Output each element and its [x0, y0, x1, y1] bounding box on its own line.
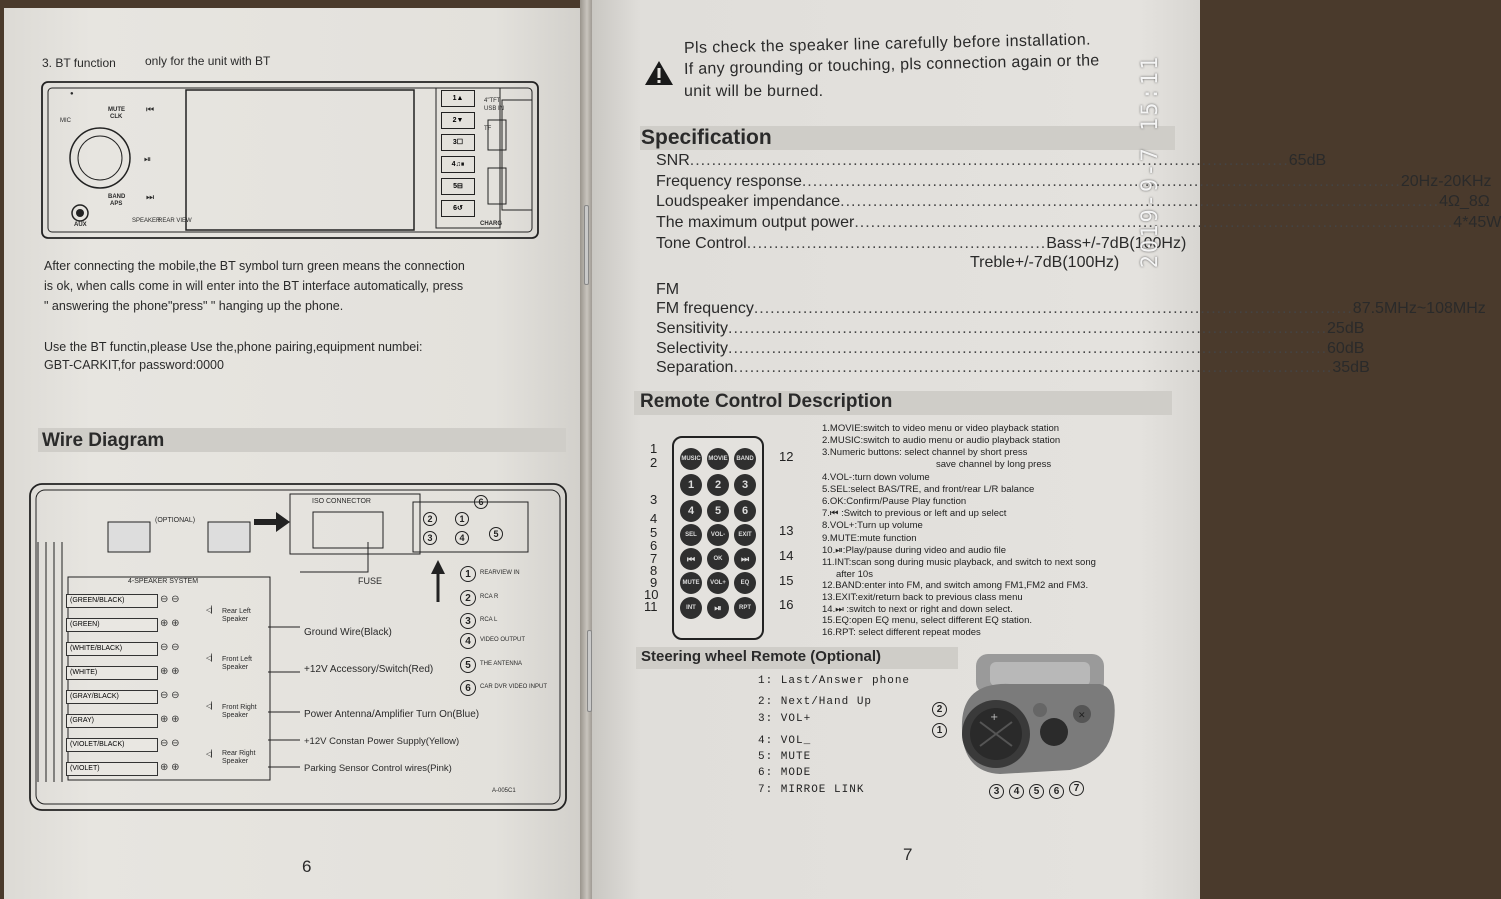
leader-dots: .......................................................: [746, 235, 1047, 252]
panel-button-3[interactable]: 3☐: [441, 134, 475, 151]
power-line-constant: +12V Constan Power Supply(Yellow): [304, 736, 460, 747]
steering-item-5: 5: MUTE: [758, 751, 812, 763]
panel-button-6[interactable]: 6↺: [441, 200, 475, 217]
remote-desc-2: 2.MUSIC:switch to audio menu or audio playback station: [822, 435, 1061, 446]
remote-num-5-button[interactable]: 5: [707, 500, 729, 522]
speaker-icon: ◁▏: [206, 751, 217, 758]
wire-row-white: (WHITE): [66, 666, 158, 680]
rca-legend-num-4: 4: [460, 633, 476, 649]
minus-sign: ⊖ ⊖: [160, 738, 180, 749]
panel-buttons: [441, 90, 475, 217]
rca-legend-num-5: 5: [460, 657, 476, 673]
steering-callout-6: 6: [1049, 784, 1064, 799]
wire-row-violet: (VIOLET): [66, 762, 158, 776]
bt-para-1-line-2: is ok, when calls come in will enter into the BT interface automatically, press: [44, 279, 464, 293]
staple: [584, 205, 589, 285]
rca-legend-label-1: REARVIEW IN: [480, 570, 520, 576]
leader-dots: ..............................................................................................................: [728, 340, 1328, 357]
fuse-label: FUSE: [358, 576, 383, 586]
panel-label-tft: 4"TFT: [484, 98, 501, 104]
fm-spec-row: [656, 340, 1365, 358]
steering-callout-7: 7: [1069, 781, 1084, 796]
remote-num-2-button[interactable]: 2: [707, 474, 729, 496]
spec-row: [656, 214, 1501, 232]
panel-button-4[interactable]: 4♫⏸: [441, 156, 475, 173]
remote-movie-button[interactable]: MOVIE: [707, 448, 729, 470]
wire-optional-label: (OPTIONAL): [155, 517, 196, 524]
fm-heading: FM: [656, 281, 680, 298]
panel-label-rear-view: REAR VIEW: [158, 218, 192, 224]
leader-dots: ..............................................................................................................: [753, 300, 1353, 317]
steering-callout-1: 1: [932, 723, 947, 738]
spec-label: Frequency response: [656, 173, 802, 190]
minus-sign: ⊖ ⊖: [160, 690, 180, 701]
remote-num-1-button[interactable]: 1: [680, 474, 702, 496]
bt-para-1-line-1: After connecting the mobile,the BT symbol turn green means the connection: [44, 259, 465, 273]
remote-music-button[interactable]: MUSIC: [680, 448, 702, 470]
panel-label-speaker: SPEAKER: [132, 218, 161, 224]
remote-num-6-button[interactable]: 6: [734, 500, 756, 522]
remote-mute-button[interactable]: MUTE: [680, 572, 702, 594]
remote-prev-button[interactable]: ⏮: [680, 548, 702, 570]
rca-panel-2: 2: [423, 512, 437, 526]
rca-panel-6: 6: [474, 495, 488, 509]
iso-connector-label: ISO CONNECTOR: [312, 498, 371, 505]
steering-remote-image: [950, 652, 1120, 784]
panel-label-aux: AUX: [74, 222, 87, 228]
spec-value: 60dB: [1327, 340, 1365, 357]
remote-num-3-button[interactable]: 3: [734, 474, 756, 496]
remote-desc-8: 8.VOL+:Turn up volume: [822, 520, 923, 531]
spec-value: 65dB: [1288, 152, 1327, 169]
power-line-ground: Ground Wire(Black): [304, 627, 392, 638]
svg-text:✕: ✕: [1078, 711, 1086, 721]
remote-callout-3: 3: [650, 492, 658, 507]
spec-label: The maximum output power: [656, 214, 855, 231]
spec-row: [656, 193, 1490, 211]
plus-sign: ⊕ ⊕: [160, 666, 180, 677]
rca-legend-label-2: RCA R: [480, 594, 499, 600]
wire-row-green-black: (GREEN/BLACK): [66, 594, 158, 608]
spec-label: Tone Control: [656, 235, 747, 252]
leader-dots: ..............................................................................................................: [840, 193, 1440, 210]
panel-label-charg: CHARG: [480, 221, 502, 227]
remote-callout-14: 14: [779, 548, 794, 563]
spec-value: 25dB: [1327, 320, 1365, 337]
remote-callout-15: 15: [779, 573, 794, 588]
warning-icon: [644, 60, 674, 91]
steering-heading: Steering wheel Remote (Optional): [641, 648, 882, 665]
remote-band-button[interactable]: BAND: [734, 448, 756, 470]
wire-row-violet-black: (VIOLET/BLACK): [66, 738, 158, 752]
spec-label: Separation: [656, 359, 734, 376]
steering-item-7: 7: MIRROE LINK: [758, 784, 865, 796]
panel-label-mic-dot: ●: [70, 91, 74, 97]
spec-heading: Specification: [641, 126, 772, 149]
right-page-number: 7: [903, 845, 913, 864]
remote-next-button[interactable]: ⏭: [734, 548, 756, 570]
wire-ref-code: A-005C1: [492, 788, 516, 794]
panel-next-icon: ⏭: [146, 192, 155, 202]
steering-item-1: 1: Last/Answer phone: [758, 675, 911, 687]
remote-rpt-button[interactable]: RPT: [734, 597, 756, 619]
leader-dots: ..............................................................................................................: [733, 359, 1333, 376]
rca-panel-1: 1: [455, 512, 469, 526]
remote-callout-11: 11: [644, 599, 658, 614]
remote-desc-7: 7.⏮ :Switch to previous or left and up select: [822, 508, 1007, 519]
spec-value: 20Hz-20KHz: [1400, 173, 1492, 190]
speaker-front-right: Front Right Speaker: [222, 704, 257, 719]
spec-value-treble: Treble+/-7dB(100Hz): [970, 254, 1120, 271]
remote-callout-6: 6: [650, 538, 658, 553]
remote-callout-4: 4: [650, 511, 658, 526]
fm-spec-row: [656, 359, 1370, 377]
spec-label: FM frequency: [656, 300, 754, 317]
rca-panel-5: 5: [489, 527, 503, 541]
panel-button-2[interactable]: 2▼: [441, 112, 475, 129]
steering-callout-5: 5: [1029, 784, 1044, 799]
remote-callout-12: 12: [779, 449, 794, 464]
steering-callout-4: 4: [1009, 784, 1024, 799]
bt-para-2-line-2: GBT-CARKIT,for password:0000: [44, 358, 224, 372]
steering-item-3: 3: VOL+: [758, 713, 812, 725]
remote-num-4-button[interactable]: 4: [680, 500, 702, 522]
rca-legend-label-4: VIDEO OUTPUT: [480, 637, 526, 643]
spec-row: [656, 173, 1492, 191]
warning-line-1: Pls check the speaker line carefully before installation.: [683, 31, 1092, 57]
wire-row-white-black: (WHITE/BLACK): [66, 642, 158, 656]
remote-desc-11b: after 10s: [836, 569, 873, 580]
remote-desc-6: 6.OK:Confirm/Pause Play function: [822, 496, 967, 507]
leader-dots: ..............................................................................................................: [728, 320, 1328, 337]
spec-label: Sensitivity: [656, 320, 729, 337]
remote-callout-16: 16: [779, 597, 794, 612]
bt-para-2-line-1: Use the BT functin,please Use the,phone pairing,equipment numbei:: [44, 340, 423, 354]
rca-panel-3: 3: [423, 531, 437, 545]
power-line-antenna: Power Antenna/Amplifier Turn On(Blue): [304, 709, 480, 720]
plus-sign: ⊕ ⊕: [160, 618, 180, 629]
power-line-accessory: +12V Accessory/Switch(Red): [304, 664, 434, 675]
remote-vol-up-button[interactable]: VOL+: [707, 572, 729, 594]
photo-timestamp: 2019-9-7 15:11: [1138, 54, 1164, 268]
bt-para-1-line-3: " answering the phone"press" " hanging up the phone.: [44, 299, 344, 313]
speaker-icon: ◁▏: [206, 607, 217, 614]
remote-callout-8: 8: [650, 563, 658, 578]
warning-line-2: If any grounding or touching, pls connection again or the: [683, 52, 1100, 78]
wire-row-gray-black: (GRAY/BLACK): [66, 690, 158, 704]
wire-row-gray: (GRAY): [66, 714, 158, 728]
wire-heading: Wire Diagram: [42, 430, 165, 451]
remote-callout-13: 13: [779, 523, 794, 538]
remote-desc-12: 12.BAND:enter into FM, and switch among FM1,FM2 and FM3.: [822, 580, 1089, 591]
speaker-front-left: Front Left Speaker: [222, 656, 252, 671]
remote-desc-16: 16.RPT: select different repeat modes: [822, 627, 981, 638]
leader-dots: ..............................................................................................................: [854, 214, 1454, 231]
panel-prev-icon: ⏮: [146, 104, 155, 114]
steering-callout-3: 3: [989, 784, 1004, 799]
steering-item-6: 6: MODE: [758, 767, 812, 779]
minus-sign: ⊖ ⊖: [160, 642, 180, 653]
remote-vol-down-button[interactable]: VOL-: [707, 524, 729, 546]
leader-dots: ..............................................................................................................: [689, 152, 1289, 169]
spec-label: Loudspeaker impendance: [656, 193, 841, 210]
panel-label-band: BAND: [108, 194, 126, 200]
minus-sign: ⊖ ⊖: [160, 594, 180, 605]
remote-desc-14: 14.⏭ :switch to next or right and down select.: [822, 604, 1013, 615]
panel-label-tf: TF: [484, 126, 492, 132]
panel-label-mute: MUTE: [108, 107, 125, 113]
panel-label-mic: MIC: [60, 118, 71, 124]
remote-callout-10: 10: [644, 587, 659, 602]
panel-play-icon: ⏯: [144, 154, 152, 164]
steering-item-2: 2: Next/Hand Up: [758, 696, 873, 708]
power-line-parking: Parking Sensor Control wires(Pink): [304, 763, 452, 774]
rca-legend-label-3: RCA L: [480, 617, 498, 623]
spec-value: 87.5MHz~108MHz: [1352, 300, 1486, 317]
rca-legend-label-5: THE ANTENNA: [480, 661, 523, 667]
rca-legend-num-3: 3: [460, 613, 476, 629]
speaker-system-label: 4-SPEAKER SYSTEM: [128, 578, 199, 585]
remote-desc-11: 11.INT:scan song during music playback, and switch to next song: [822, 557, 1096, 568]
speaker-rear-left: Rear Left Speaker: [222, 608, 251, 623]
steering-callout-2: 2: [932, 702, 947, 717]
remote-callout-2: 2: [650, 455, 658, 470]
rca-panel-4: 4: [455, 531, 469, 545]
left-page-number: 6: [302, 857, 312, 876]
panel-button-1[interactable]: 1▲: [441, 90, 475, 107]
rca-legend-num-1: 1: [460, 566, 476, 582]
speaker-icon: ◁▏: [206, 655, 217, 662]
plus-sign: ⊕ ⊕: [160, 714, 180, 725]
plus-sign: ⊕ ⊕: [160, 762, 180, 773]
leader-dots: ..............................................................................................................: [801, 173, 1401, 190]
remote-desc-10: 10.⏯:Play/pause during video and audio file: [822, 545, 1007, 556]
remote-desc-15: 15.EQ:open EQ menu, select different EQ station.: [822, 615, 1032, 626]
wire-row-green: (GREEN): [66, 618, 158, 632]
fm-spec-row: [656, 300, 1486, 318]
warning-line-3: unit will be burned.: [684, 83, 824, 100]
spec-row: [656, 235, 1187, 253]
spec-value: 35dB: [1332, 359, 1370, 376]
svg-text:+: +: [990, 712, 999, 723]
fm-spec-row: [656, 320, 1365, 338]
rca-legend-label-6: CAR DVR VIDEO INPUT: [480, 684, 548, 690]
remote-desc-13: 13.EXIT:exit/return back to previous class menu: [822, 592, 1023, 603]
panel-label-clk: CLK: [110, 114, 123, 120]
remote-exit-button[interactable]: EXIT: [734, 524, 756, 546]
steering-item-4: 4: VOL_: [758, 735, 812, 747]
panel-label-aps: APS: [110, 201, 123, 207]
remote-ok-button[interactable]: OK: [707, 548, 729, 570]
remote-desc-5: 5.SEL:select BAS/TRE, and front/rear L/R balance: [822, 484, 1035, 495]
remote-desc-3b: save channel by long press: [936, 459, 1052, 470]
remote-heading: Remote Control Description: [640, 391, 893, 412]
remote-eq-button[interactable]: EQ: [734, 572, 756, 594]
speaker-rear-right: Rear Right Speaker: [222, 750, 256, 765]
spec-value: 4Ω_8Ω: [1439, 193, 1490, 210]
remote-callout-5: 5: [650, 525, 658, 540]
remote-desc-9: 9.MUTE:mute function: [822, 533, 917, 544]
panel-label-usb: USB IN: [484, 106, 505, 112]
remote-desc-1: 1.MOVIE:switch to video menu or video playback station: [822, 423, 1060, 434]
remote-int-button[interactable]: INT: [680, 597, 702, 619]
remote-desc-3: 3.Numeric buttons: select channel by short press: [822, 447, 1028, 458]
remote-play-button[interactable]: ⏯: [707, 597, 729, 619]
spec-label: Selectivity: [656, 340, 729, 357]
rca-legend-num-2: 2: [460, 590, 476, 606]
speaker-icon: ◁▏: [206, 703, 217, 710]
remote-sel-button[interactable]: SEL: [680, 524, 702, 546]
spec-value: 4*45W: [1453, 214, 1501, 231]
remote-callout-1: 1: [650, 441, 658, 456]
spec-label: SNR: [656, 152, 690, 169]
spec-row: [656, 152, 1327, 170]
remote-callout-9: 9: [650, 575, 658, 590]
bt-heading-note: only for the unit with BT: [145, 54, 271, 68]
remote-desc-4: 4.VOL-:turn down volume: [822, 472, 930, 483]
spec-value: Bass+/-7dB(100Hz): [1046, 235, 1187, 252]
rca-legend-num-6: 6: [460, 680, 476, 696]
remote-callout-7: 7: [650, 551, 658, 566]
photo-timestamp-box: [1134, 16, 1168, 306]
panel-button-5[interactable]: 5⊟: [441, 178, 475, 195]
bt-heading: 3. BT function: [42, 56, 116, 70]
